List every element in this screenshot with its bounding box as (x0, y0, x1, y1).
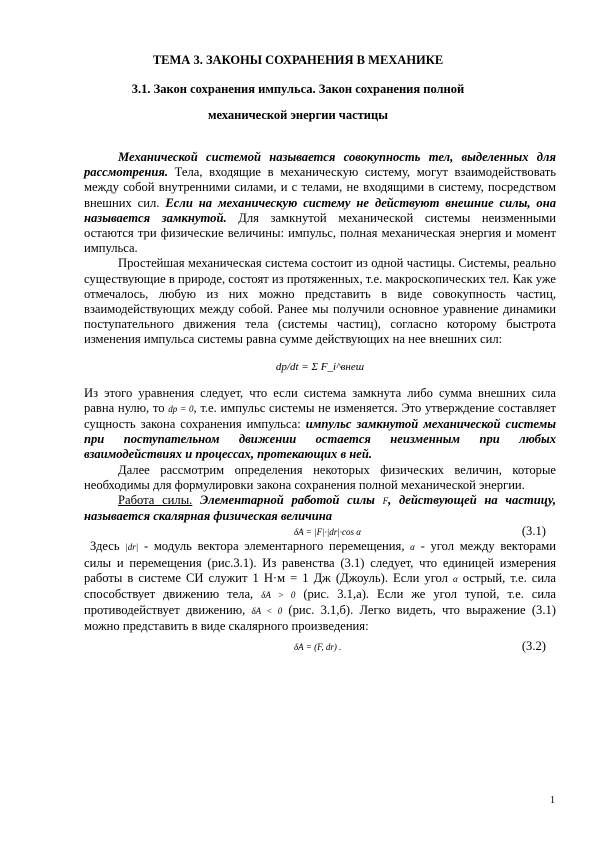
paragraph-text: - угол между векторами силы и перемещения (рис.3.1). Из равенства (3.1) следует, что единицей измерения работы в системе СИ служит 1 Н·м = 1 Дж (Джоуль). Если угол (84, 539, 556, 585)
definition-work-cont: , действующей на частицу, называется скалярная физическая величина (84, 493, 556, 524)
topic-heading: ТЕМА 3. ЗАКОНЫ СОХРАНЕНИЯ В МЕХАНИКЕ (152, 53, 444, 67)
section-heading-line1: 3.1. Закон сохранения импульса. Закон сохранения полной (131, 82, 465, 96)
equation-number: (3.1) (521, 524, 546, 539)
inline-formula-dp: dp = 0 (168, 403, 194, 414)
page-number: 1 (550, 795, 555, 806)
definition-mechanical-system: Механической системой называется совокупность тел, выделенных для рассмотрения. (84, 150, 556, 180)
paragraph-conservation (84, 386, 556, 463)
paragraph-text: Из этого уравнения следует, что если система замкнута либо сумма внешних сила равна нулю, то (84, 385, 556, 415)
paragraph-text: Тела, входящие в механическую систему, могут взаимодействовать между собой внутренними силами, и с телами, не входящими в систему, посредством внешних сил. (84, 165, 556, 210)
paragraph-text: , т.е. импульс системы не изменяется. Это утверждение составляет сущность закона сохранения импульса: (84, 400, 556, 432)
paragraph-mechanical-system (84, 150, 556, 256)
equation-formula: δA = |F|·|dr|·cos α (294, 527, 361, 538)
symbol-alpha: α (410, 542, 415, 553)
paragraph-text: (рис. 3.1,а). Если же угол тупой, т.е. сила противодействует движению, (84, 587, 556, 618)
inline-formula-positive: δA > 0 (261, 590, 296, 601)
paragraph-text: Здесь (90, 539, 126, 554)
definition-closed-system: Если на механическую систему не действуют внешние силы, она называется замкнутой. (84, 195, 556, 225)
inline-formula-negative: δA < 0 (251, 606, 283, 617)
paragraph-text: острый, т.е. сила способствует движению тела, (84, 570, 556, 602)
section-heading-line2: механической энергии частицы (208, 108, 388, 122)
paragraph-text: Для замкнутой механической системы неизменными остаются три физические величины: импульс, полная механическая энергия и момент импульса. (84, 210, 556, 256)
inline-formula-dr: |dr| (125, 542, 139, 553)
work-of-force-link[interactable]: Работа силы. (118, 493, 193, 508)
symbol-alpha: α (453, 573, 458, 584)
equation-number: (3.2) (521, 638, 546, 653)
paragraph-text: - модуль вектора элементарного перемещения, (138, 539, 411, 554)
definition-work: Элементарной работой силы (192, 493, 383, 508)
equation-3-1 (84, 524, 556, 539)
paragraph-definitions: Далее рассмотрим определения некоторых физических величин, которые необходимы для формулировки закона сохранения полной механической энергии. (84, 462, 556, 492)
law-statement: импульс замкнутой механической системы при поступательном движении остается неизменным при любых взаимодействиях и процессах, протекающих в ней. (84, 417, 557, 462)
body-text (84, 150, 556, 654)
paragraph-explanation (84, 539, 556, 634)
paragraph-simplest-system: Простейшая механическая система состоит из одной частицы. Системы, реально существующие в природе, состоят из протяженных, т.е. макроскопических тел. Как уже отмечалось, любую из них можно представить в виде совокупность частиц, взаимодействующих между собой. Ранее мы получили основное уравнение динамики поступательного движения тела (системы частиц), согласно которому быстрота изменения импульса системы равна сумме действующих на нее внешних сил: (84, 256, 556, 347)
paragraph-text: (рис. 3.1,б). Легко видеть, что выражение (3.1) можно представить в виде скалярного произведения: (84, 603, 556, 634)
formula-momentum-derivative: dp/dt = Σ F_i^внеш (275, 360, 365, 373)
paragraph-work (84, 493, 556, 524)
equation-formula: δA = (F, dr) . (294, 641, 342, 652)
symbol-force: F (382, 496, 389, 507)
equation-3-2 (84, 639, 556, 654)
